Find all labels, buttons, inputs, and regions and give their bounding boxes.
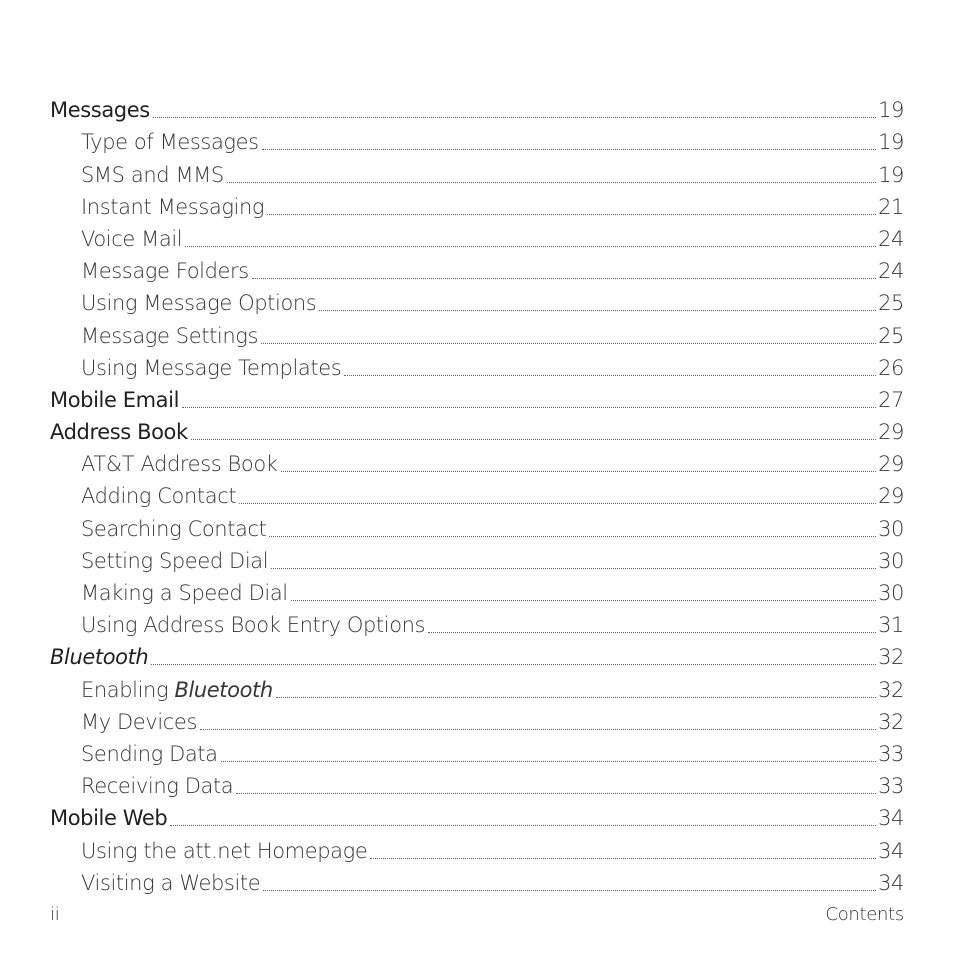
toc-entry-title <box>81 128 259 156</box>
dot-leader <box>261 343 876 344</box>
toc-entry-page-number: 32 <box>878 645 904 670</box>
toc-entry-title-part: My Devices <box>81 709 197 734</box>
toc-entry-title <box>81 837 367 865</box>
toc-entry-title <box>81 676 273 704</box>
toc-entry-page-number: 29 <box>878 484 904 509</box>
toc-entry-title <box>81 322 258 350</box>
dot-leader <box>370 858 876 859</box>
dot-leader <box>262 149 876 150</box>
dot-leader <box>200 729 876 730</box>
toc-entry-title <box>81 193 264 221</box>
toc-subsection-entry <box>50 768 904 800</box>
toc-entry-page-number: 26 <box>878 355 904 380</box>
toc-entry-title <box>81 869 260 897</box>
toc-entry-page-number: 19 <box>878 162 904 187</box>
toc-entry-title <box>81 289 316 317</box>
dot-leader <box>344 375 876 376</box>
toc-subsection-entry <box>50 575 904 607</box>
toc-entry-title <box>50 418 188 446</box>
toc-entry-page-number: 25 <box>878 323 904 348</box>
dot-leader <box>170 825 876 826</box>
dot-leader <box>252 278 876 279</box>
toc-entry-page-number: 30 <box>878 548 904 573</box>
toc-entry-title <box>81 547 268 575</box>
toc-subsection-entry <box>50 704 904 736</box>
toc-entry-title <box>81 161 224 189</box>
dot-leader <box>281 471 877 472</box>
toc-entry-title-part: Receiving Data <box>81 774 234 799</box>
toc-entry-title-part: Sending Data <box>81 741 218 766</box>
toc-entry-page-number: 33 <box>878 774 904 799</box>
dot-leader <box>227 182 876 183</box>
toc-entry-title-part: Using Message Options <box>81 291 317 316</box>
dot-leader <box>267 214 876 215</box>
dot-leader <box>153 117 876 118</box>
toc-subsection-entry <box>50 350 904 382</box>
toc-subsection-entry <box>50 221 904 253</box>
dot-leader <box>239 503 876 504</box>
toc-entry-page-number: 24 <box>878 226 904 251</box>
toc-entry-title-part: Searching Contact <box>81 516 267 541</box>
toc-entry-title <box>81 225 182 253</box>
dot-leader <box>191 439 876 440</box>
toc-entry-title-part: Mobile Email <box>50 387 180 412</box>
toc-subsection-entry <box>50 736 904 768</box>
toc-entry-page-number: 25 <box>878 291 904 316</box>
toc-entry-title <box>81 740 218 768</box>
toc-entry-page-number: 30 <box>878 581 904 605</box>
toc-entry-page-number: 21 <box>878 194 904 219</box>
toc-entry-title <box>81 482 236 510</box>
toc-subsection-entry <box>50 446 904 478</box>
toc-subsection-entry <box>50 124 904 156</box>
toc-section-entry <box>50 92 904 124</box>
toc-subsection-entry <box>50 253 904 285</box>
toc-entry-title-part: Address Book <box>50 420 188 445</box>
toc-entry-title-part: Message Folders <box>81 259 249 284</box>
toc-entry-title-part: SMS and MMS <box>81 162 224 187</box>
toc-entry-title-part: AT&T Address Book <box>81 452 278 477</box>
toc-entry-title-part: Type of Messages <box>81 130 259 155</box>
toc-entry-title-part: Message Settings <box>81 323 258 348</box>
dot-leader <box>263 890 876 891</box>
toc-entry-page-number: 32 <box>878 709 904 734</box>
toc-entry-title <box>81 354 341 382</box>
toc-entry-title <box>50 804 167 832</box>
toc-entry-title <box>81 515 266 543</box>
toc-entry-page-number: 34 <box>878 838 904 863</box>
dot-leader <box>276 697 876 698</box>
toc-subsection-entry <box>50 671 904 703</box>
dot-leader <box>182 407 876 408</box>
toc-entry-page-number: 30 <box>878 516 904 541</box>
toc-entry-title <box>81 450 278 478</box>
toc-subsection-entry <box>50 156 904 188</box>
toc-entry-title <box>81 708 197 736</box>
toc-subsection-entry <box>50 317 904 349</box>
toc-entry-title-part: Mobile Web <box>50 806 168 831</box>
toc-entry-page-number: 19 <box>878 98 904 123</box>
dot-leader <box>291 600 876 601</box>
toc-entry-title-part: Enabling <box>81 677 175 702</box>
toc-entry-title <box>81 611 425 639</box>
toc-entry-page-number: 29 <box>878 452 904 477</box>
dot-leader <box>271 568 876 569</box>
toc-entry-page-number: 19 <box>878 130 904 155</box>
toc-entry-title-part: Visiting a Website <box>81 870 261 895</box>
toc-section-entry <box>50 639 904 671</box>
toc-entry-title-part: Instant Messaging <box>81 194 265 219</box>
toc-entry-title-part: Using the att.net Homepage <box>81 838 368 863</box>
footer-page-number: ii <box>50 904 60 925</box>
toc-entry-title-part: Using Address Book Entry Options <box>81 613 426 638</box>
dot-leader <box>185 246 876 247</box>
dot-leader <box>269 536 876 537</box>
toc-subsection-entry <box>50 832 904 864</box>
toc-subsection-entry <box>50 607 904 639</box>
toc-entry-title <box>81 579 288 607</box>
toc-entry-title <box>81 772 233 800</box>
toc-section-entry <box>50 382 904 414</box>
toc-entry-title-part: Bluetooth <box>50 645 149 670</box>
toc-subsection-entry <box>50 189 904 221</box>
toc-entry-page-number: 27 <box>878 387 904 412</box>
toc-entry-title-part: Making a Speed Dial <box>81 581 288 605</box>
toc-entry-title <box>50 386 179 414</box>
toc-entry-page-number: 34 <box>878 806 904 831</box>
toc-entry-title-part: Adding Contact <box>81 484 237 509</box>
footer-section-name: Contents <box>825 904 904 925</box>
dot-leader <box>236 793 876 794</box>
toc-subsection-entry <box>50 865 904 897</box>
toc-entry-title-part: Bluetooth <box>174 677 273 702</box>
table-of-contents <box>50 92 904 897</box>
page-footer <box>50 904 904 925</box>
toc-entry-page-number: 29 <box>878 420 904 445</box>
toc-entry-title <box>50 96 150 124</box>
dot-leader <box>151 664 876 665</box>
toc-entry-title <box>50 643 148 671</box>
toc-entry-title-part: Using Message Templates <box>81 355 342 380</box>
toc-subsection-entry <box>50 478 904 510</box>
toc-entry-page-number: 33 <box>878 741 904 766</box>
toc-entry-page-number: 34 <box>878 870 904 895</box>
toc-entry-page-number: 31 <box>878 613 904 638</box>
toc-entry-title-part: Setting Speed Dial <box>81 548 269 573</box>
toc-entry-title-part: Messages <box>50 98 150 123</box>
toc-subsection-entry <box>50 285 904 317</box>
toc-subsection-entry <box>50 543 904 575</box>
toc-section-entry <box>50 800 904 832</box>
toc-entry-title-part: Voice Mail <box>81 226 183 251</box>
dot-leader <box>428 632 876 633</box>
dot-leader <box>319 310 876 311</box>
toc-section-entry <box>50 414 904 446</box>
toc-entry-page-number: 24 <box>878 259 904 284</box>
toc-entry-page-number: 32 <box>878 677 904 702</box>
dot-leader <box>221 761 876 762</box>
toc-subsection-entry <box>50 510 904 542</box>
toc-entry-title <box>81 257 249 285</box>
